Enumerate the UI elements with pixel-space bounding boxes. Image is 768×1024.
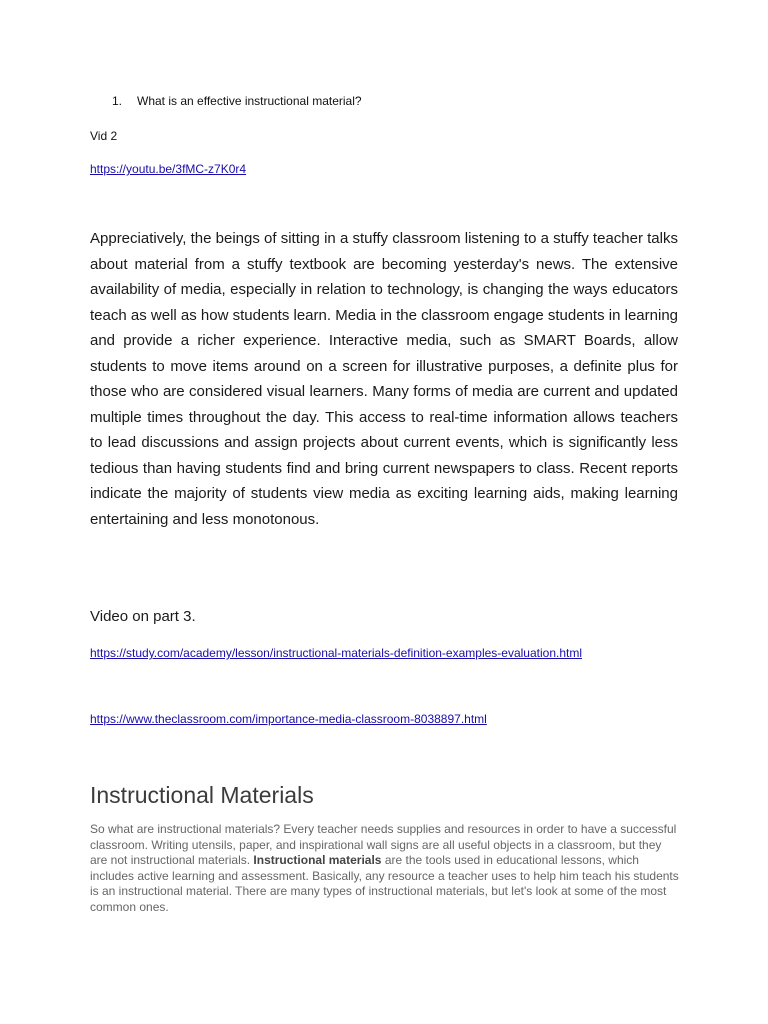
section-body-text-2: are the tools used in educational lessons, which includes active learning and assessment. Basically, any resource a teacher uses to help him teach his students is an instructional material. There are many types of instructional materials, but let's look at some of the most common ones. [90, 853, 679, 914]
section-heading: Instructional Materials [90, 782, 314, 808]
theclassroom-link[interactable]: https://www.theclassroom.com/importance-media-classroom-8038897.html [90, 712, 487, 726]
youtube-link[interactable]: https://youtu.be/3fMC-z7K0r4 [90, 162, 247, 176]
body-paragraph: Appreciatively, the beings of sitting in a stuffy classroom listening to a stuffy teacher talks about material from a stuffy textbook are becoming yesterday's news. The extensive availability of media, especially in relation to technology, is changing the ways educators teach as well as how students learn. Media in the classroom engage students in learning and provide a richer experience. Interactive media, such as SMART Boards, allow students to move items around on a screen for illustrative purposes, a definite plus for those who are considered visual learners. Many forms of media are current and updated multiple times throughout the day. This access to real-time information allows teachers to lead discussions and assign projects about current events, which is significantly less tedious than having students find and bring current newspapers to class. Recent reports indicate the majority of students view media as exciting learning aids, making learning entertaining and less monotonous. [90, 230, 678, 528]
study-link[interactable]: https://study.com/academy/lesson/instructional-materials-definition-examples-evaluation.html [90, 646, 582, 660]
question-text: What is an effective instructional material? [137, 94, 362, 108]
vid-label: Vid 2 [90, 129, 118, 143]
video-part-label: Video on part 3. [90, 608, 196, 625]
section-body-text-1: So what are instructional materials? Every teacher needs supplies and resources in order to have a successful classroom. Writing utensils, paper, and inspirational wall signs are all useful objects in a classroom, but they are not instructional materials. [90, 822, 677, 867]
section-body [90, 822, 680, 915]
section-body-bold: Instructional materials [253, 853, 382, 867]
question-number: 1. [112, 94, 123, 108]
